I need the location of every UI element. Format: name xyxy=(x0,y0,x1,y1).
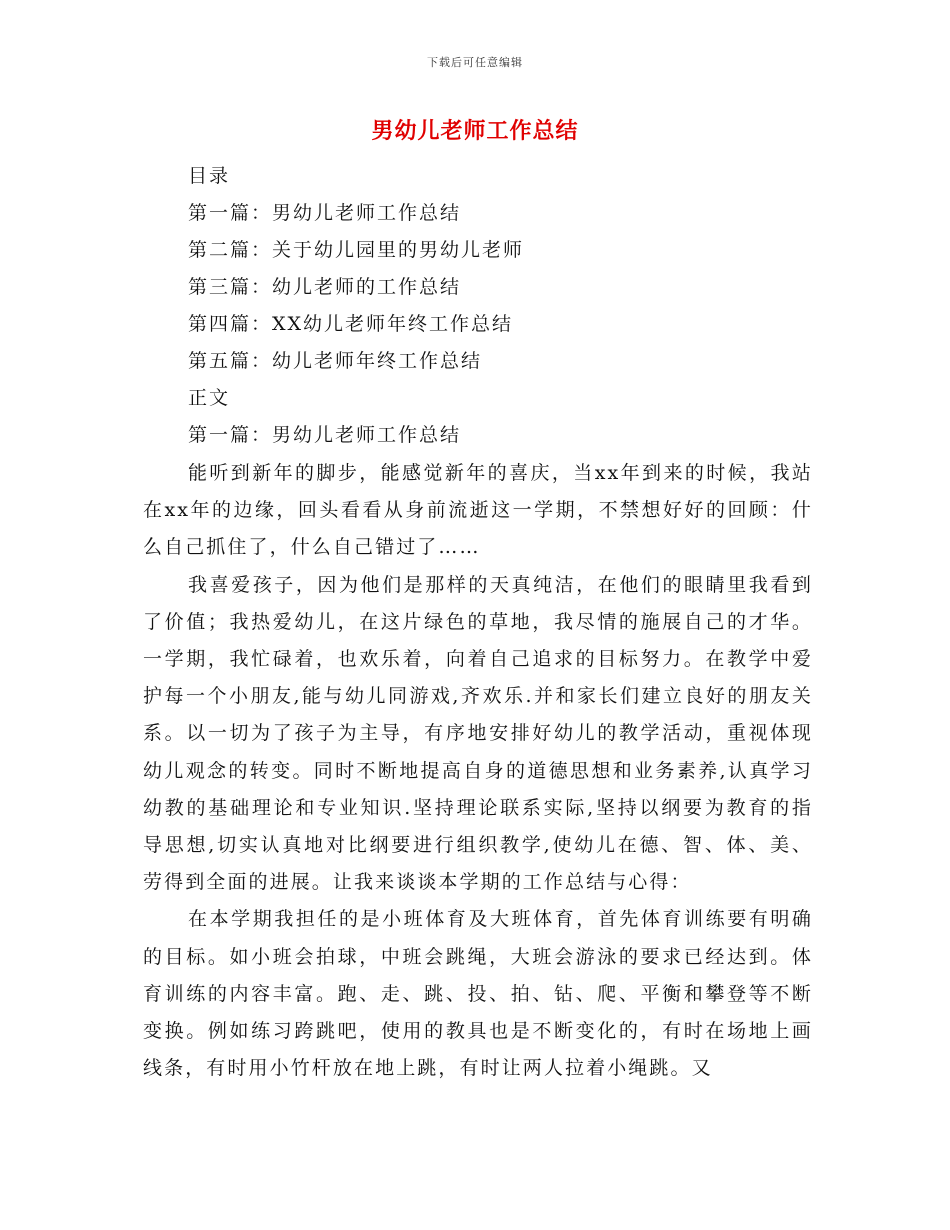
document-title: 男幼儿老师工作总结 xyxy=(371,118,579,144)
table-of-contents xyxy=(188,158,808,454)
toc-item: 第五篇：幼儿老师年终工作总结 xyxy=(188,350,483,372)
body-text xyxy=(143,455,813,1087)
toc-heading: 目录 xyxy=(188,165,231,187)
paragraph: 在本学期我担任的是小班体育及大班体育，首先体育训练要有明确的目标。如小班会拍球，中班会跳绳，大班会游泳的要求已经达到。体育训练的内容丰富。跑、走、跳、投、拍、钻、爬、平衡和攀登等不断变换。例如练习跨跳吧，使用的教具也是不断变化的，有时在场地上画线条，有时用小竹杆放在地上跳，有时让两人拉着小绳跳。又 xyxy=(143,908,813,1080)
header-note: 下载后可任意编辑 xyxy=(427,56,523,69)
paragraph: 我喜爱孩子，因为他们是那样的天真纯洁，在他们的眼睛里我看到了价值；我热爱幼儿，在这片绿色的草地，我尽情的施展自己的才华。一学期，我忙碌着，也欢乐着，向着自己追求的目标努力。在教学中爱护每一个小朋友,能与幼儿同游戏,齐欢乐.并和家长们建立良好的朋友关系。以一切为了孩子为主导，有序地安排好幼儿的教学活动，重视体现幼儿观念的转变。同时不断地提高自身的道德思想和业务素养,认真学习幼教的基础理论和专业知识.坚持理论联系实际,坚持以纲要为教育的指导思想,切实认真地对比纲要进行组织教学,使幼儿在德、智、体、美、劳得到全面的进展。让我来谈谈本学期的工作总结与心得： xyxy=(143,573,813,894)
body-heading: 正文 xyxy=(188,387,231,409)
section-heading: 第一篇：男幼儿老师工作总结 xyxy=(188,424,462,446)
toc-item: 第四篇：XX幼儿老师年终工作总结 xyxy=(188,313,514,335)
toc-item: 第一篇：男幼儿老师工作总结 xyxy=(188,202,462,224)
paragraph: 能听到新年的脚步，能感觉新年的喜庆，当xx年到来的时候，我站在xx年的边缘，回头看看从身前流逝这一学期，不禁想好好的回顾：什么自己抓住了，什么自己错过了…… xyxy=(143,462,813,559)
toc-item: 第二篇：关于幼儿园里的男幼儿老师 xyxy=(188,239,525,261)
toc-item: 第三篇：幼儿老师的工作总结 xyxy=(188,276,462,298)
